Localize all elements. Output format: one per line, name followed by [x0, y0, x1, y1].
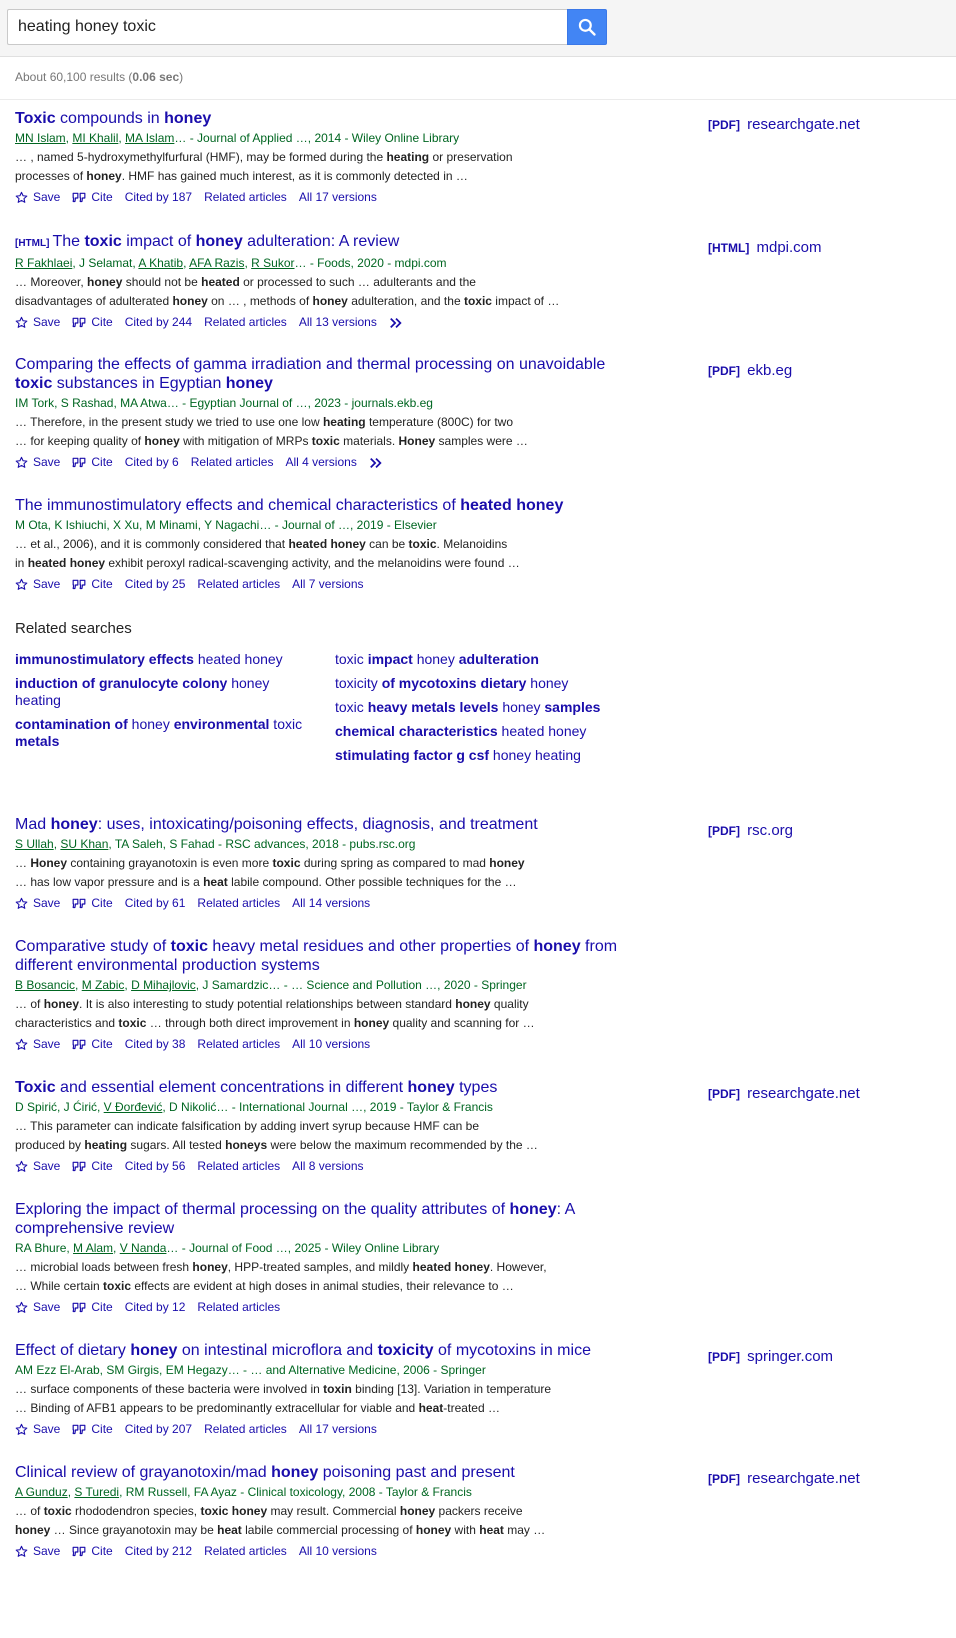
related-search-link[interactable]: contamination of honey environmental toxic metals [15, 716, 303, 749]
related-articles-link[interactable]: Related articles [204, 1544, 287, 1558]
result-fulltext-link[interactable] [708, 239, 822, 256]
save-button[interactable]: Save [15, 1036, 60, 1053]
star-icon [15, 1545, 28, 1558]
result-actions [15, 576, 955, 593]
result-fulltext-link[interactable] [708, 822, 793, 839]
star-icon [15, 456, 28, 469]
result-authors: RA Bhure, M Alam, V Nanda… - Journal of Food …, 2025 - Wiley Online Library [15, 1241, 440, 1255]
result-item [15, 232, 955, 355]
result-authors: D Spirić, J Ćirić, V Đorđević, D Nikolić… - International Journal …, 2019 - Taylor & Francis [15, 1100, 493, 1114]
result-authors: R Fakhlaei, J Selamat, A Khatib, AFA Razis, R Sukor… - Foods, 2020 - mdpi.com [15, 256, 447, 270]
related-articles-link[interactable]: Related articles [190, 455, 274, 469]
result-authors: S Ullah, SU Khan, TA Saleh, S Fahad - RSC advances, 2018 - pubs.rsc.org [15, 837, 416, 851]
related-articles-link[interactable]: Related articles [204, 315, 287, 329]
result-fulltext-link[interactable] [708, 116, 860, 133]
result-title-text[interactable]: The toxic impact of honey adulteration: A review [52, 233, 400, 250]
result-title-text[interactable]: Mad honey: uses, intoxicating/poisoning effects, diagnosis, and treatment [15, 816, 538, 833]
fulltext-format-tag: [PDF] [708, 1350, 740, 1364]
snippet-line: … Moreover, honey should not be heated or processed to such … adulterants and the [15, 275, 476, 289]
result-item [15, 1200, 955, 1341]
fulltext-format-tag: [PDF] [708, 118, 740, 132]
save-button[interactable]: Save [15, 314, 60, 331]
all-versions-link[interactable]: All 14 versions [292, 896, 371, 910]
related-articles-link[interactable]: Related articles [197, 1300, 281, 1314]
fulltext-format-tag: [PDF] [708, 1087, 740, 1101]
save-button[interactable]: Save [15, 1421, 60, 1438]
save-button[interactable]: Save [15, 895, 60, 912]
all-versions-link[interactable]: All 13 versions [298, 315, 377, 329]
results-list [15, 109, 955, 1585]
cite-button[interactable]: Cite [72, 1158, 112, 1175]
result-format-tag: [HTML] [15, 238, 50, 249]
related-search-link[interactable]: induction of granulocyte colony honey heating [15, 675, 270, 708]
result-fulltext-link[interactable] [708, 1470, 860, 1487]
cite-button[interactable]: Cite [72, 576, 112, 593]
snippet-line: … for keeping quality of honey with mitigation of MRPs toxic materials. Honey samples were … [15, 434, 528, 448]
cited-by-link[interactable]: Cited by 212 [124, 1544, 193, 1558]
result-actions [15, 1543, 955, 1560]
result-actions [15, 1299, 955, 1316]
result-authors: AM Ezz El-Arab, SM Girgis, EM Hegazy… - … and Alternative Medicine, 2006 - Springer [15, 1363, 486, 1377]
all-versions-link[interactable]: All 17 versions [298, 190, 377, 204]
snippet-line: processes of honey. HMF has gained much interest, as it is commonly detected in … [15, 169, 468, 183]
cite-button[interactable]: Cite [72, 189, 112, 206]
search-bar [0, 0, 956, 57]
result-snippet [15, 1117, 615, 1155]
result-item [15, 937, 955, 1078]
star-icon [15, 897, 28, 910]
result-item [15, 1463, 955, 1585]
result-actions [15, 1158, 955, 1175]
fulltext-domain[interactable]: mdpi.com [756, 239, 822, 256]
snippet-line: in heated honey exhibit peroxyl radical-scavenging activity, and the melanoidins were found … [15, 556, 520, 570]
related-search-link[interactable]: toxic impact honey adulteration [335, 651, 539, 667]
fulltext-domain[interactable]: springer.com [747, 1348, 834, 1365]
snippet-line: … Therefore, in the present study we tried to use one low heating temperature (800C) for two [15, 415, 514, 429]
snippet-line: produced by heating sugars. All tested honeys were below the maximum recommended by the … [15, 1138, 538, 1152]
cited-by-link[interactable]: Cited by 25 [124, 577, 186, 591]
result-actions [15, 314, 955, 331]
snippet-line: honey … Since grayanotoxin may be heat labile commercial processing of honey with heat may … [15, 1523, 546, 1537]
search-button[interactable] [567, 9, 607, 45]
fulltext-format-tag: [PDF] [708, 824, 740, 838]
result-item [15, 1078, 955, 1200]
related-articles-link[interactable]: Related articles [204, 1422, 287, 1436]
search-icon [577, 17, 597, 37]
search-input[interactable] [7, 9, 567, 45]
result-actions [15, 895, 955, 912]
save-button[interactable]: Save [15, 576, 60, 593]
fulltext-domain[interactable]: researchgate.net [747, 1470, 860, 1487]
result-title[interactable] [15, 1078, 625, 1097]
result-snippet [15, 854, 615, 892]
fulltext-format-tag: [PDF] [708, 364, 740, 378]
result-authors: IM Tork, S Rashad, MA Atwa… - Egyptian Journal of …, 2023 - journals.ekb.eg [15, 396, 433, 410]
result-title-text[interactable]: Clinical review of grayanotoxin/mad honey poisoning past and present [15, 1464, 515, 1481]
related-search-link[interactable]: toxicity of mycotoxins dietary honey [335, 675, 569, 691]
result-item [15, 109, 955, 232]
result-title-text[interactable]: Toxic and essential element concentrations in different honey types [15, 1079, 498, 1096]
related-searches-heading: Related searches [15, 620, 132, 637]
result-title[interactable] [15, 1341, 625, 1360]
result-title-text[interactable]: Comparing the effects of gamma irradiation and thermal processing on unavoidable toxic substances in Egyptian honey [15, 356, 606, 392]
cite-button[interactable]: Cite [72, 1543, 112, 1560]
cited-by-link[interactable]: Cited by 6 [124, 455, 179, 469]
cited-by-link[interactable]: Cited by 207 [124, 1422, 193, 1436]
cite-button[interactable]: Cite [72, 454, 112, 471]
snippet-line: … surface components of these bacteria were involved in toxin binding [13]. Variation in temperature [15, 1382, 552, 1396]
result-fulltext-link[interactable] [708, 362, 792, 379]
quote-icon [72, 898, 86, 910]
result-authors: A Gunduz, S Turedi, RM Russell, FA Ayaz - Clinical toxicology, 2008 - Taylor & Francis [15, 1485, 472, 1499]
related-articles-link[interactable]: Related articles [197, 577, 281, 591]
quote-icon [72, 317, 86, 329]
quote-icon [72, 1302, 86, 1314]
snippet-line: … Honey containing grayanotoxin is even more toxic during spring as compared to mad honey [15, 856, 525, 870]
result-actions [15, 454, 955, 471]
related-column-right [335, 651, 635, 771]
result-snippet [15, 413, 615, 451]
fulltext-domain[interactable]: researchgate.net [747, 116, 860, 133]
cited-by-link[interactable]: Cited by 187 [124, 190, 193, 204]
cite-button[interactable]: Cite [72, 1299, 112, 1316]
result-title[interactable] [15, 1200, 625, 1238]
result-authors: MN Islam, MI Khalil, MA Islam… - Journal of Applied …, 2014 - Wiley Online Library [15, 131, 460, 145]
all-versions-link[interactable]: All 4 versions [285, 455, 357, 469]
result-title-text[interactable]: Comparative study of toxic heavy metal residues and other properties of honey from different environmental production systems [15, 938, 618, 974]
quote-icon [72, 1161, 86, 1173]
snippet-line: … has low vapor pressure and is a heat labile compound. Other possible techniques for the … [15, 875, 517, 889]
fulltext-domain[interactable]: rsc.org [747, 822, 794, 839]
related-search-link[interactable]: toxic heavy metals levels honey samples [335, 699, 601, 715]
snippet-line: … microbial loads between fresh honey, HPP-treated samples, and mildly heated honey. However, [15, 1260, 547, 1274]
snippet-line: characteristics and toxic … through both direct improvement in honey quality and scanning for … [15, 1016, 535, 1030]
star-icon [15, 191, 28, 204]
more-options-button[interactable] [369, 457, 388, 469]
cite-button[interactable]: Cite [72, 895, 112, 912]
result-authors: B Bosancic, M Zabic, D Mihajlovic, J Samardzic… - … Science and Pollution …, 2020 - Springer [15, 978, 527, 992]
star-icon [15, 316, 28, 329]
result-title[interactable] [15, 815, 625, 834]
save-button[interactable]: Save [15, 189, 60, 206]
chevron-double-right-icon [369, 457, 383, 469]
result-title[interactable] [15, 232, 625, 253]
cite-button[interactable]: Cite [72, 1036, 112, 1053]
result-actions [15, 189, 955, 206]
result-fulltext-link[interactable] [708, 1348, 833, 1365]
result-title-text[interactable]: Toxic compounds in honey [15, 110, 212, 127]
snippet-line: … While certain toxic effects are evident at high doses in animal studies, their relevance to … [15, 1279, 514, 1293]
all-versions-link[interactable]: All 10 versions [298, 1544, 377, 1558]
related-search-link[interactable]: immunostimulatory effects heated honey [15, 651, 283, 667]
cite-button[interactable]: Cite [72, 1421, 112, 1438]
result-snippet [15, 995, 615, 1033]
result-title[interactable] [15, 355, 625, 393]
save-button[interactable]: Save [15, 1543, 60, 1560]
save-button[interactable]: Save [15, 1299, 60, 1316]
star-icon [15, 578, 28, 591]
result-snippet [15, 273, 615, 311]
result-title[interactable] [15, 109, 625, 128]
snippet-line: … This parameter can indicate falsification by adding invert syrup because HMF can be [15, 1119, 480, 1133]
all-versions-link[interactable]: All 10 versions [292, 1037, 371, 1051]
cited-by-link[interactable]: Cited by 12 [124, 1300, 186, 1314]
snippet-line: … of toxic rhododendron species, toxic honey may result. Commercial honey packers receive [15, 1504, 523, 1518]
result-snippet [15, 1258, 615, 1296]
cited-by-link[interactable]: Cited by 61 [124, 896, 186, 910]
all-versions-link[interactable]: All 7 versions [292, 577, 364, 591]
save-button[interactable]: Save [15, 1158, 60, 1175]
result-item [15, 1341, 955, 1463]
quote-icon [72, 1039, 86, 1051]
fulltext-format-tag: [HTML] [708, 241, 750, 255]
save-button[interactable]: Save [15, 454, 60, 471]
result-actions [15, 1421, 955, 1438]
snippet-line: disadvantages of adulterated honey on … , methods of honey adulteration, and the toxic impact of … [15, 294, 560, 308]
all-versions-link[interactable]: All 17 versions [298, 1422, 377, 1436]
result-item [15, 355, 955, 496]
results-count: About 60,100 results (0.06 sec) [15, 70, 184, 84]
results-stats-bar [0, 57, 956, 100]
more-options-button[interactable] [389, 317, 408, 329]
star-icon [15, 1160, 28, 1173]
fulltext-domain[interactable]: researchgate.net [747, 1085, 860, 1102]
related-column-left [15, 651, 305, 757]
result-snippet [15, 1502, 615, 1540]
result-actions [15, 1036, 955, 1053]
fulltext-format-tag: [PDF] [708, 1472, 740, 1486]
result-title-text[interactable]: Exploring the impact of thermal processing on the quality attributes of honey: A comprehensive review [15, 1201, 575, 1237]
cited-by-link[interactable]: Cited by 244 [124, 315, 193, 329]
quote-icon [72, 1424, 86, 1436]
result-fulltext-link[interactable] [708, 1085, 860, 1102]
cited-by-link[interactable]: Cited by 38 [124, 1037, 186, 1051]
snippet-line: … et al., 2006), and it is commonly considered that heated honey can be toxic. Melanoidins [15, 537, 508, 551]
related-searches [15, 619, 955, 815]
result-snippet [15, 535, 615, 573]
result-item [15, 496, 955, 619]
result-title[interactable] [15, 1463, 625, 1482]
all-versions-link[interactable]: All 8 versions [292, 1159, 364, 1173]
snippet-line: … Binding of AFB1 appears to be predominantly extracellular for viable and heat-treated … [15, 1401, 500, 1415]
cited-by-link[interactable]: Cited by 56 [124, 1159, 186, 1173]
result-title[interactable] [15, 496, 625, 515]
result-authors: M Ota, K Ishiuchi, X Xu, M Minami, Y Nagachi… - Journal of …, 2019 - Elsevier [15, 518, 437, 532]
result-snippet [15, 148, 615, 186]
result-item [15, 815, 955, 937]
star-icon [15, 1038, 28, 1051]
related-articles-link[interactable]: Related articles [197, 896, 281, 910]
result-title[interactable] [15, 937, 625, 975]
related-articles-link[interactable]: Related articles [197, 1037, 281, 1051]
result-snippet [15, 1380, 615, 1418]
star-icon [15, 1423, 28, 1436]
chevron-double-right-icon [389, 317, 403, 329]
fulltext-domain[interactable]: ekb.eg [747, 362, 793, 379]
quote-icon [72, 1546, 86, 1558]
quote-icon [72, 192, 86, 204]
quote-icon [72, 457, 86, 469]
result-title-text[interactable]: The immunostimulatory effects and chemical characteristics of heated honey [15, 497, 564, 514]
result-title-text[interactable]: Effect of dietary honey on intestinal microflora and toxicity of mycotoxins in mice [15, 1342, 591, 1359]
snippet-line: … , named 5-hydroxymethylfurfural (HMF), may be formed during the heating or preservation [15, 150, 513, 164]
cite-button[interactable]: Cite [72, 314, 112, 331]
related-search-link[interactable]: chemical characteristics heated honey [335, 723, 587, 739]
related-articles-link[interactable]: Related articles [204, 190, 287, 204]
related-articles-link[interactable]: Related articles [197, 1159, 281, 1173]
star-icon [15, 1301, 28, 1314]
snippet-line: … of honey. It is also interesting to study potential relationships between standard honey quality [15, 997, 529, 1011]
quote-icon [72, 579, 86, 591]
related-search-link[interactable]: stimulating factor g csf honey heating [335, 747, 581, 763]
